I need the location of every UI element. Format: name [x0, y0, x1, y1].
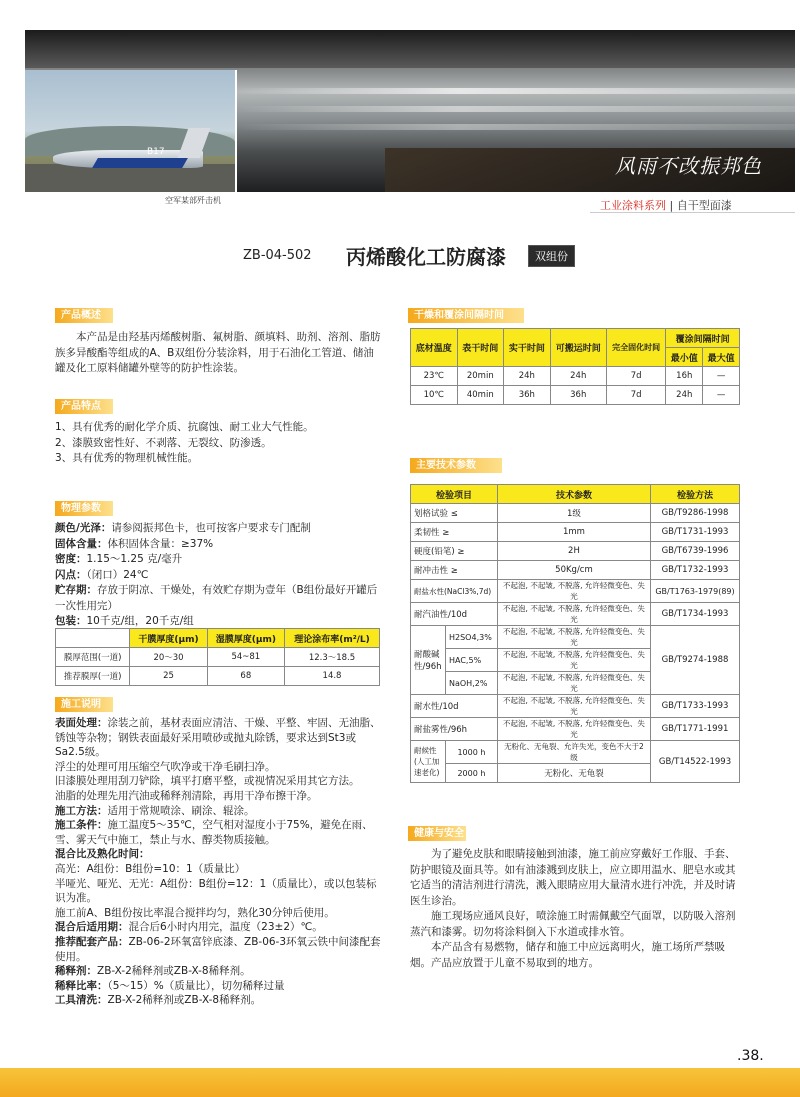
table-row: HAC,5% 不起泡, 不起皱, 不脱落, 允许轻微变色、失光 [411, 649, 740, 672]
drying-table: 底材温度 表干时间 实干时间 可搬运时间 完全固化时间 覆涂间隔时间 最小值 最大值 23℃ 20min 24h 24h 7d 16h — 10℃ 40min 36h 36h 7d 24h — [410, 328, 740, 405]
footer-bar [0, 1068, 800, 1097]
construction-heading: 施工说明 [55, 697, 113, 712]
physical-line: 闪点：（闭口）24℃ [55, 568, 149, 581]
physical-line: 密度：1.15～1.25 克/毫升 [55, 553, 183, 565]
physical-line: 固体含量：体积固体含量：≥37% [55, 537, 214, 550]
table-row: 耐酸碱性/96h H2SO4,3% 不起泡, 不起皱, 不脱落, 允许轻微变色、失光 GB/T9274-1988 [411, 626, 740, 649]
table-row: 柔韧性 ≥ 1mm GB/T1731-1993 [411, 523, 740, 542]
series-divider [590, 212, 795, 213]
table-row: 硬度(铅笔) ≥ 2H GB/T6739-1996 [411, 542, 740, 561]
construction-line: 高光：A组份：B组份=10：1（质量比） [55, 862, 246, 875]
tech-table: 检验项目 技术参数 检验方法 划格试验 ≤ 1级 GB/T9286-1998 柔韧性 ≥ 1mm GB/T1731-1993 硬度(铅笔) ≥ 2H GB/T6739-1996 耐冲击性 ≥ 50Kg/cm GB/T1732-1993 耐盐水性(NaCl3%,7d) 不起泡, 不起皱, 不脱落, 允许轻微变色、失光 GB/T1763-1979(89) 耐汽油性/10d 不起泡, 不起皱, 不脱落, 允许轻微变色、失光 GB/T1734-1993 耐酸碱性/96h H2SO4,3% 不起泡, 不起皱, 不脱落, 允许轻微变色、失光 GB/T9274-1988 HAC,5% 不起泡, 不起皱, 不脱落, 允许轻微变色、失光 NaOH,2% 不起泡, 不起皱, 不脱落, 允许轻微变色、失光 耐水性/10d 不起泡, 不起皱, 不脱落, 允许轻微变色、失光 GB/T1733-1993 耐盐雾性/96h 不起泡, 不起皱, 不脱落, 允许轻微变色、失光 GB/T1771-1991 耐候性(人工加速老化) 1000 h 无粉化、无龟裂、允许失光，变色不大于2级 GB/T14522-1993 2000 h 无粉化、无龟裂 [410, 484, 740, 783]
features-list [55, 420, 382, 467]
construction-line: 推荐配套产品：ZB-06-2环氧富锌底漆、ZB-06-3环氧云铁中间漆配套使用。 [55, 935, 381, 963]
physical-line: 包装：10千克/组，20千克/组 [55, 615, 194, 627]
construction-line: 稀释剂：ZB-X-2稀释剂或ZB-X-8稀释剂。 [55, 965, 251, 978]
table-row: 推荐膜厚(一道) 25 68 14.8 [56, 667, 380, 686]
film-thickness-table [55, 628, 380, 686]
safety-para: 本产品含有易燃物，储存和施工中应远离明火，施工场所严禁吸烟。产品应放置于儿童不易取到的地方。 [410, 941, 725, 969]
construction-line: 工具清洗：ZB-X-2稀释剂或ZB-X-8稀释剂。 [55, 994, 262, 1007]
jet-code: B17 [147, 147, 165, 157]
features-heading: 产品特点 [55, 399, 113, 414]
table-row: 10℃ 40min 36h 36h 7d 24h — [411, 386, 740, 405]
construction-line: 表面处理：涂装之前，基材表面应清洁、干燥、平整、牢固、无油脂、锈蚀等杂物；钢铁表面最好采用喷砂或抛丸除锈，要求达到St3或Sa2.5级。 [55, 717, 381, 759]
table-row: 耐候性(人工加速老化) 1000 h 无粉化、无龟裂、允许失光，变色不大于2级 GB/T14522-1993 [411, 741, 740, 764]
jet-photo-runway [25, 164, 235, 192]
series-rest: 自干型面漆 [676, 199, 732, 212]
safety-text [410, 847, 740, 971]
product-tag: 双组份 [528, 245, 575, 267]
safety-heading: 健康与安全 [408, 826, 466, 841]
slogan: 风雨不改振邦色 [615, 154, 762, 178]
jet-wing [92, 158, 188, 168]
banner-roof [25, 30, 795, 68]
table-row: NaOH,2% 不起泡, 不起皱, 不脱落, 允许轻微变色、失光 [411, 672, 740, 695]
product-code: ZB-04-502 [243, 248, 312, 263]
page-number: .38. [737, 1048, 764, 1064]
table-header: 湿膜厚度(μm) [207, 629, 284, 648]
construction-line: 油脂的处理先用汽油或稀释剂清除，再用干净布擦干净。 [55, 789, 318, 802]
series-label [600, 197, 732, 213]
construction-lines [55, 716, 385, 1008]
tech-heading: 主要技术参数 [410, 458, 502, 473]
safety-para: 施工现场应通风良好，喷涂施工时需佩戴空气面罩，以防吸入溶剂蒸汽和漆雾。切勿将涂料倒入下水道或排水管。 [410, 910, 736, 938]
construction-line: 旧漆膜处理用刮刀铲除，填平打磨平整，或视情况采用其它方法。 [55, 775, 360, 788]
construction-line: 混合比及熟化时间： [55, 848, 150, 861]
physical-lines [55, 521, 382, 630]
table-row: 耐冲击性 ≥ 50Kg/cm GB/T1732-1993 [411, 561, 740, 580]
feature-item: 2、漆膜致密性好、不剥落、无裂纹、防渗透。 [55, 436, 272, 449]
table-row: 耐汽油性/10d 不起泡, 不起皱, 不脱落, 允许轻微变色、失光 GB/T1734-1993 [411, 603, 740, 626]
table-header: 理论涂布率(m²/L) [285, 629, 380, 648]
table-row: 23℃ 20min 24h 24h 7d 16h — [411, 367, 740, 386]
construction-line: 半哑光、哑光、无光：A组份：B组份=12：1（质量比），或以包装标识为准。 [55, 877, 377, 905]
jet-photo [25, 70, 237, 192]
construction-line: 混合后适用期：混合后6小时内用完，温度（23±2）℃。 [55, 921, 323, 934]
construction-line: 稀释比率：（5～15）%（质量比），切勿稀释过量 [55, 979, 285, 992]
construction-line: 施工条件：施工温度5～35℃，空气相对湿度小于75%，避免在雨、雪、雾天气中施工，禁止与水、醇类物质接触。 [55, 819, 373, 846]
banner-motion-streak [235, 88, 795, 94]
overview-heading: 产品概述 [55, 308, 113, 323]
jet-caption: 空军某部歼击机 [165, 196, 221, 205]
feature-item: 3、具有优秀的物理机械性能。 [55, 452, 199, 464]
physical-heading: 物理参数 [55, 501, 113, 516]
safety-para: 为了避免皮肤和眼睛接触到油漆，施工前应穿戴好工作服、手套、防护眼镜及面具等。如有油漆溅到皮肤上，应立即用温水、肥皂水或其它适当的清洁剂进行清洗，溅入眼睛应用大量清水进行冲洗，并及时请医生诊治。 [410, 848, 736, 907]
table-header [56, 629, 130, 648]
construction-line: 施工方法：适用于常规喷涂、刷涂、辊涂。 [55, 804, 255, 817]
table-row: 耐盐雾性/96h 不起泡, 不起皱, 不脱落, 允许轻微变色、失光 GB/T1771-1991 [411, 718, 740, 741]
feature-item: 1、具有优秀的耐化学介质、抗腐蚀、耐工业大气性能。 [55, 421, 314, 433]
construction-line: 施工前A、B组份按比率混合搅拌均匀，熟化30分钟后使用。 [55, 906, 335, 919]
construction-line: 浮尘的处理可用压缩空气吹净或干净毛刷扫净。 [55, 760, 276, 773]
series-sep: | [669, 199, 674, 212]
overview-text: 本产品是由羟基丙烯酸树脂、氟树脂、颜填料、助剂、溶剂、脂肪族多异酸酯等组成的A、B双组份分装涂料，用于石油化工管道、储油罐及化工原料储罐外壁等的防护性涂装。 [55, 331, 381, 374]
table-row: 2000 h 无粉化、无龟裂 [411, 764, 740, 783]
banner-motion-streak [235, 106, 795, 112]
product-title: 丙烯酸化工防腐漆 [346, 245, 506, 269]
series-red: 工业涂料系列 [600, 199, 666, 212]
table-row: 划格试验 ≤ 1级 GB/T9286-1998 [411, 504, 740, 523]
banner-motion-streak [235, 124, 795, 130]
table-row: 耐水性/10d 不起泡, 不起皱, 不脱落, 允许轻微变色、失光 GB/T1733-1993 [411, 695, 740, 718]
physical-line: 贮存期：存放于阴凉、干燥处，有效贮存期为壹年（B组份最好开罐后一次性用完） [55, 584, 378, 612]
physical-line: 颜色/光泽：请参阅振邦色卡，也可按客户要求专门配制 [55, 522, 311, 534]
table-header: 干膜厚度(μm) [130, 629, 207, 648]
table-row: 耐盐水性(NaCl3%,7d) 不起泡, 不起皱, 不脱落, 允许轻微变色、失光 GB/T1763-1979(89) [411, 580, 740, 603]
drying-heading: 干燥和覆涂间隔时间 [408, 308, 524, 323]
table-row: 膜厚范围(一道) 20～30 54~81 12.3～18.5 [56, 648, 380, 667]
